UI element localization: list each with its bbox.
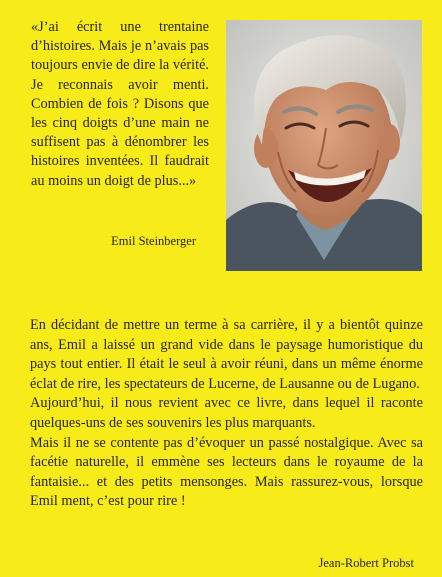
description-paragraph-1: En décidant de mettre un terme à sa carrière, il y a bientôt quinze ans, Emil a laissé un grand vide dans le paysage humoristique du pays tout entier. Il était le seul à avoir réuni, dans un même énorme éclat de rire, les spectateurs de Lucerne, de Lausanne ou de Lugano. <box>30 317 423 392</box>
author-portrait-image <box>226 20 422 271</box>
book-description <box>30 316 423 512</box>
description-paragraph-2: Aujourd’hui, il nous revient avec ce livre, dans lequel il raconte quelques-uns de ses souvenirs les plus marquants. <box>30 395 423 431</box>
quote-author: Emil Steinberger <box>111 234 196 248</box>
author-quote <box>31 18 209 191</box>
description-paragraph-3: Mais il ne se contente pas d’évoquer un passé nostalgique. Avec sa facétie naturelle, il emmène ses lecteurs dans le royaume de la fantaisie... et des petits mensonges. Mais rassurez-vous, lorsque Emil ment, c’est pour rire ! <box>30 434 423 510</box>
description-author-signature: Jean-Robert Probst <box>318 556 414 570</box>
quote-text: «J’ai écrit une trentaine d’histoires. Mais je n’avais pas toujours envie de dire la vérité. Je reconnais avoir menti. Combien de fois ? Disons que les cinq doigts d’une main ne suffisent pas à dénombrer les histoires inventées. Il faudrait au moins un doigt de plus...» <box>31 19 209 189</box>
author-photo <box>226 20 422 271</box>
